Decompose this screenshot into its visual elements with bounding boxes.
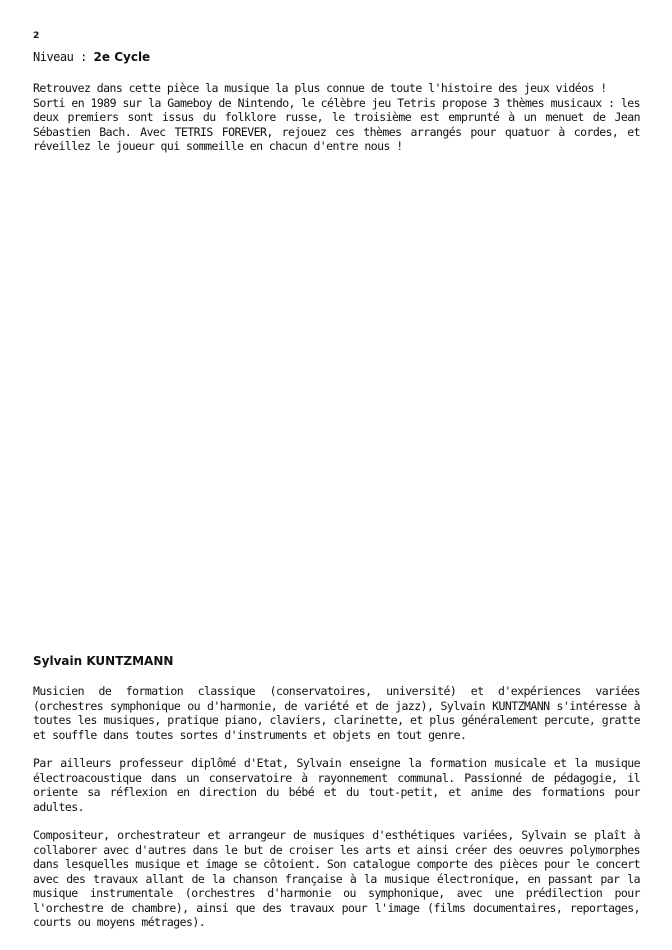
level-value: 2e Cycle bbox=[93, 50, 151, 64]
author-bio bbox=[33, 684, 640, 930]
intro-line: Retrouvez dans cette pièce la musique la plus connue de toute l'histoire des jeux vidéos ! bbox=[33, 81, 607, 95]
bio-paragraph-2: Par ailleurs professeur diplômé d'Etat, Sylvain enseigne la formation musicale et la musique électroacoustique dans un conservatoire à rayonnement communal. Passionné de pédagogie, il oriente sa réflexion en direction du bébé et du tout-petit, et anime des formations pour adultes. bbox=[33, 756, 640, 814]
intro-text bbox=[33, 81, 640, 154]
bio-paragraph-1: Musicien de formation classique (conservatoires, université) et d'expériences variées (orchestres symphonique ou d'harmonie, de variété et de jazz), Sylvain KUNTZMANN s'intéresse à toutes les musiques, pratique piano, claviers, clarinette, et plus généralement percute, gratte et souffle dans toutes sortes d'instruments et objets en tout genre. bbox=[33, 684, 640, 742]
page-number: 2 bbox=[33, 31, 40, 41]
bio-paragraph-3: Compositeur, orchestrateur et arrangeur de musiques d'esthétiques variées, Sylvain se plaît à collaborer avec d'autres dans le but de croiser les arts et ainsi créer des oeuvres polymorphes dans lesquelles musique et image se côtoient. Son catalogue comporte des pièces pour le concert avec des travaux allant de la chanson française à la musique électronique, en passant par la musique instrumentale (orchestres d'harmonie ou symphonique, avec une prédilection pour l'orchestre de chambre), ainsi que des travaux pour l'image (films documentaires, reportages, courts ou moyens métrages). bbox=[33, 828, 640, 929]
intro-paragraph: Sorti en 1989 sur la Gameboy de Nintendo, le célèbre jeu Tetris propose 3 thèmes musicaux : les deux premiers sont issus du folklore russe, le troisième est emprunté à un menuet de Jean Sébastien Bach. Avec TETRIS FOREVER, rejouez ces thèmes arrangés pour quatuor à cordes, et réveillez le joueur qui sommeille en chacun d'entre nous ! bbox=[33, 95, 640, 153]
level-line bbox=[33, 50, 150, 64]
author-name: Sylvain KUNTZMANN bbox=[33, 654, 174, 668]
level-label: Niveau : bbox=[33, 50, 94, 64]
